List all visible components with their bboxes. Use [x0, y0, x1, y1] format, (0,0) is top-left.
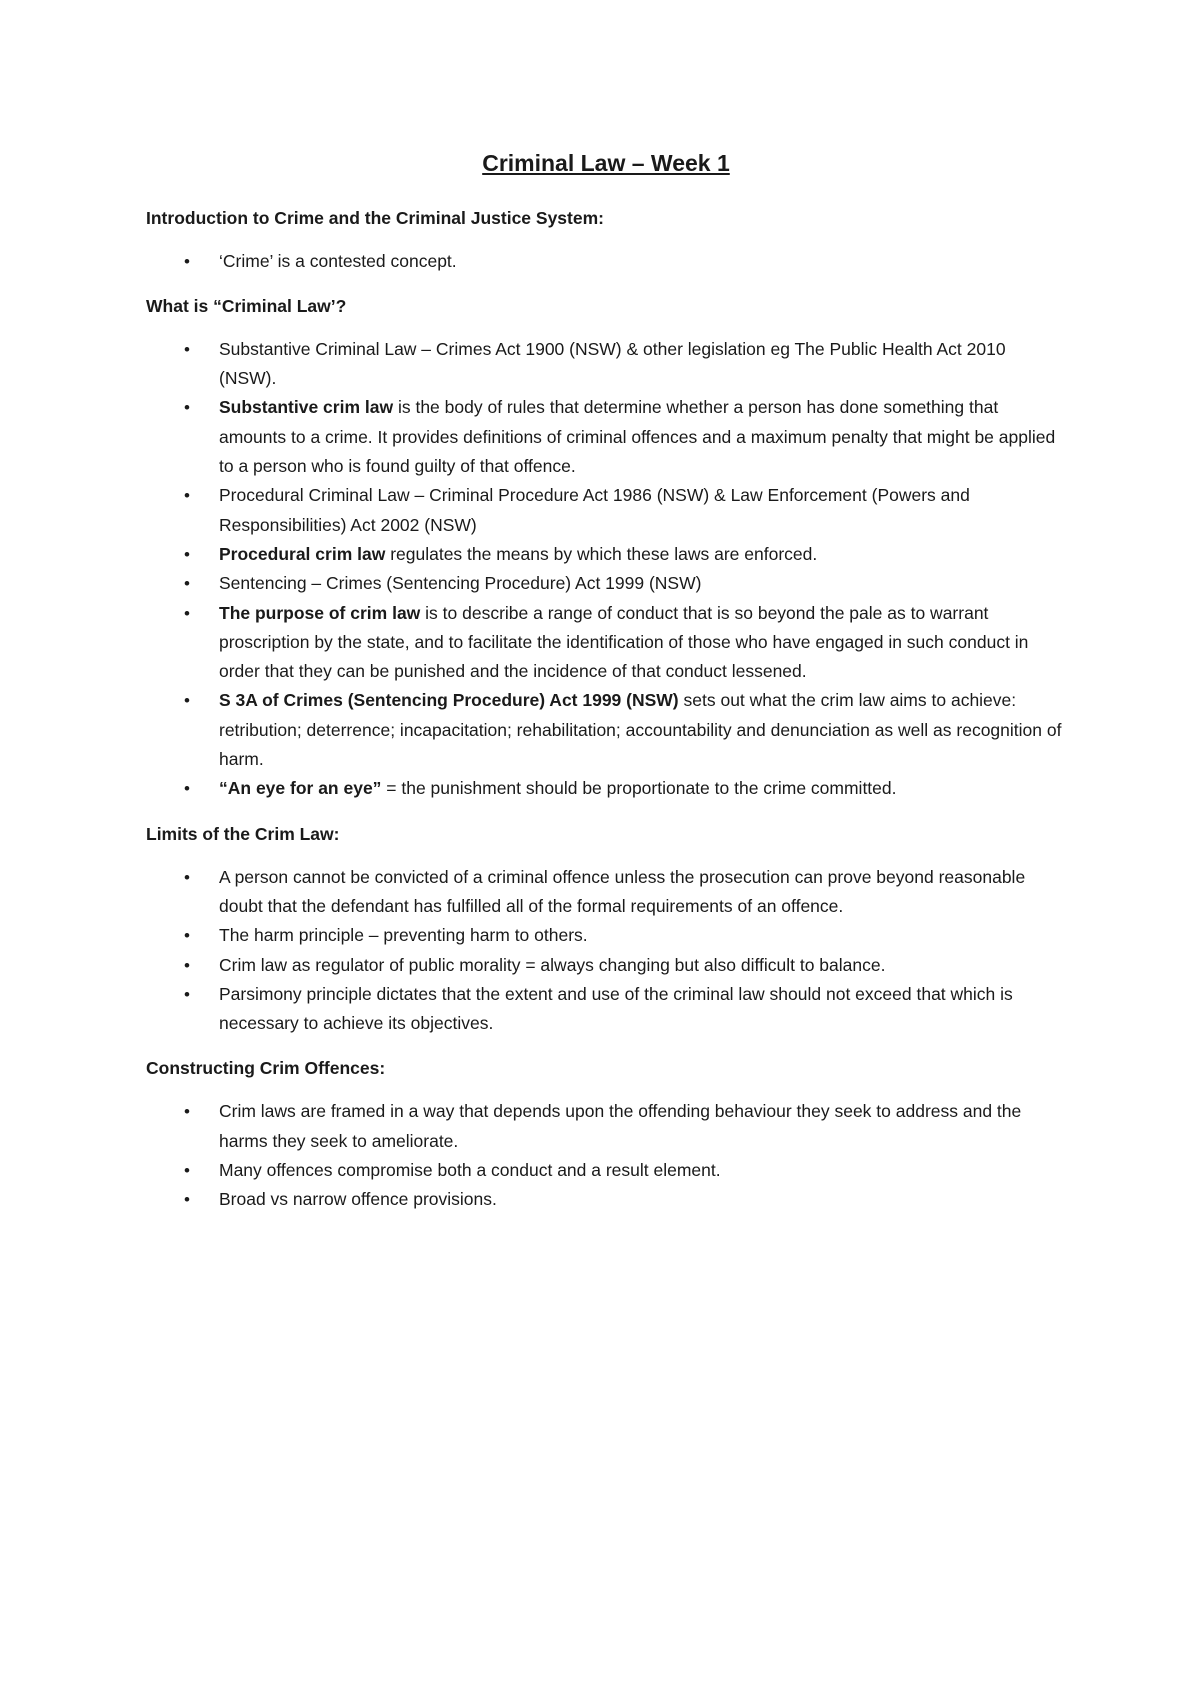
list-item: [146, 1156, 1066, 1185]
document-page: [146, 138, 1066, 1231]
bullet-icon: •: [184, 574, 190, 594]
bullet-list: [146, 247, 1066, 276]
list-item: [146, 540, 1066, 569]
list-item: [146, 569, 1066, 598]
item-text: Crim law as regulator of public morality = always changing but also difficult to balance.: [219, 954, 886, 975]
bullet-icon: •: [184, 779, 190, 799]
item-text: is the body of rules that determine whether a person has done something that amounts to a crime. It provides definitions of criminal offences and a maximum penalty that might be applied to a person who is found guilty of that offence.: [219, 397, 1056, 477]
page-title: Criminal Law – Week 1: [482, 150, 730, 176]
item-text: sets out what the crim law aims to achieve: retribution; deterrence; incapacitation; rehabilitation; accountability and denunciation as well as recognition of harm.: [219, 690, 1062, 770]
bullet-icon: •: [184, 984, 190, 1004]
item-text: regulates the means by which these laws are enforced.: [385, 543, 818, 564]
list-item: [146, 335, 1066, 394]
section-heading: Limits of the Crim Law:: [146, 823, 340, 844]
bullet-icon: •: [184, 1161, 190, 1181]
item-text: Procedural Criminal Law – Criminal Procedure Act 1986 (NSW) & Law Enforcement (Powers and Responsibilities) Act 2002 (NSW): [219, 485, 970, 535]
bullet-icon: •: [184, 544, 190, 564]
section-heading: What is “Criminal Law’?: [146, 295, 347, 316]
bullet-icon: •: [184, 486, 190, 506]
bullet-icon: •: [184, 339, 190, 359]
item-text: Parsimony principle dictates that the extent and use of the criminal law should not exceed that which is necessary to achieve its objectives.: [219, 983, 1013, 1034]
item-text: Sentencing – Crimes (Sentencing Procedure) Act 1999 (NSW): [219, 573, 702, 594]
list-item: [146, 921, 1066, 950]
bold-term: Substantive crim law: [219, 397, 394, 418]
bullet-icon: •: [184, 926, 190, 946]
list-item: [146, 863, 1066, 922]
bullet-icon: •: [184, 1102, 190, 1122]
bullet-icon: •: [184, 251, 190, 271]
bullet-icon: •: [184, 603, 190, 623]
list-item: [146, 393, 1066, 481]
bold-term: Procedural crim law: [219, 543, 386, 564]
bold-term: The purpose of crim law: [219, 602, 421, 623]
item-text: Broad vs narrow offence provisions.: [219, 1189, 497, 1210]
bullet-icon: •: [184, 691, 190, 711]
item-text: ‘Crime’ is a contested concept.: [219, 250, 457, 271]
item-text: Substantive Criminal Law – Crimes Act 1900 (NSW) & other legislation eg The Public Health Act 2010 (NSW).: [219, 338, 1006, 389]
list-item: [146, 599, 1066, 687]
item-text: = the punishment should be proportionate to the crime committed.: [381, 778, 897, 799]
list-item: [146, 686, 1066, 774]
bullet-icon: •: [184, 955, 190, 975]
list-item: [146, 774, 1066, 803]
item-text: A person cannot be convicted of a criminal offence unless the prosecution can prove beyond reasonable doubt that the defendant has fulfilled all of the formal requirements of an offence.: [219, 866, 1026, 916]
bold-term: S 3A of Crimes (Sentencing Procedure) Act 1999 (NSW): [219, 690, 679, 711]
bullet-list: [146, 863, 1066, 1039]
list-item: [146, 481, 1066, 540]
bullet-icon: •: [184, 398, 190, 418]
section-heading: Constructing Crim Offences:: [146, 1058, 386, 1079]
bullet-list: [146, 335, 1066, 804]
bold-term: “An eye for an eye”: [219, 778, 382, 799]
list-item: [146, 247, 1066, 276]
item-text: Many offences compromise both a conduct and a result element.: [219, 1160, 721, 1181]
item-text: The harm principle – preventing harm to others.: [219, 925, 588, 946]
item-text: is to describe a range of conduct that is so beyond the pale as to warrant proscription by the state, and to facilitate the identification of those who have engaged in such conduct in order that they can be punished and the incidence of that conduct lessened.: [219, 602, 1029, 682]
bullet-icon: •: [184, 1190, 190, 1210]
document-body: [146, 204, 1066, 1215]
section-heading: Introduction to Crime and the Criminal Justice System:: [146, 207, 604, 228]
item-text: Crim laws are framed in a way that depends upon the offending behaviour they seek to address and the harms they seek to ameliorate.: [219, 1101, 1022, 1151]
list-item: [146, 1185, 1066, 1214]
list-item: [146, 980, 1066, 1039]
bullet-list: [146, 1097, 1066, 1214]
list-item: [146, 951, 1066, 980]
list-item: [146, 1097, 1066, 1156]
bullet-icon: •: [184, 867, 190, 887]
